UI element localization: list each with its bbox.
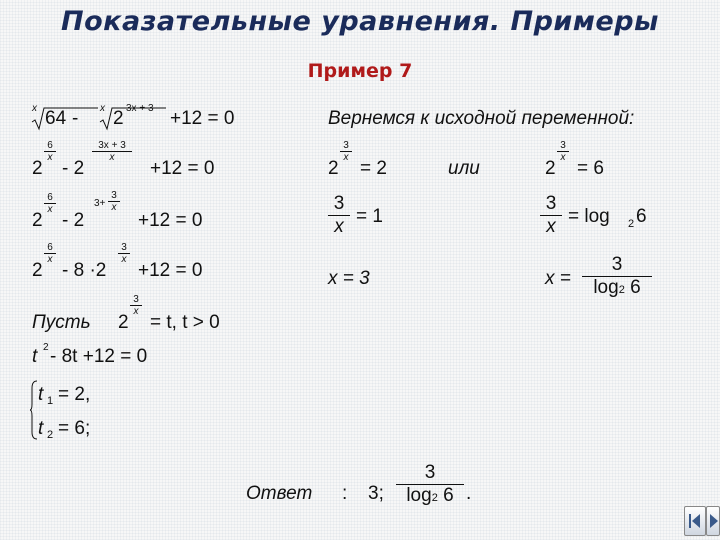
eq3-tail: +12 = 0 <box>138 210 203 231</box>
example-subtitle: Пример 7 <box>307 60 413 82</box>
let-tail: = t, t > 0 <box>150 312 220 333</box>
answer-colon: : <box>342 483 348 504</box>
r2r-fraction: 3 x <box>540 193 562 238</box>
eq1-base2: 2 <box>113 108 124 129</box>
r3r-fraction: 3 log2 6 <box>582 254 652 299</box>
eq3-exp1: 6 x <box>44 192 56 215</box>
answer-value-1: 3; <box>368 483 384 504</box>
prev-slide-button[interactable] <box>684 506 706 536</box>
eq1-tail: +12 = 0 <box>170 108 235 129</box>
root1-var: t <box>38 384 44 405</box>
quad-square: 2 <box>43 342 49 353</box>
page-title: Показательные уравнения. Примеры <box>61 6 659 37</box>
eq2-exp1: 6 x <box>44 140 56 163</box>
eq2-tail: +12 = 0 <box>150 158 215 179</box>
eq4-mid: - 8 ·2 <box>62 260 107 281</box>
quad-t: t <box>32 346 38 367</box>
root2-value: = 6; <box>58 418 91 439</box>
root-index-2: x <box>100 103 105 114</box>
skip-back-icon <box>685 507 705 535</box>
eq4-exp2: 3 x <box>118 242 130 265</box>
let-word: Пусть <box>32 312 91 333</box>
eq2-minus: - 2 <box>62 158 85 179</box>
answer-word: Ответ <box>246 483 313 504</box>
next-slide-button[interactable] <box>706 506 720 536</box>
eq1-minus: - <box>72 108 79 129</box>
eq2-exp2: 3x + 3 x <box>92 140 132 163</box>
r1l-exp: 3 x <box>340 140 352 163</box>
eq4-exp1: 6 x <box>44 242 56 265</box>
root1-value: = 2, <box>58 384 91 405</box>
root2-index: 2 <box>47 429 54 441</box>
or-word: или <box>448 158 480 179</box>
eq4-base: 2 <box>32 260 43 281</box>
quad-tail: - 8t +12 = 0 <box>50 346 148 367</box>
eq4-tail: +12 = 0 <box>138 260 203 281</box>
r2l-fraction: 3 x <box>328 193 350 238</box>
eq3-base: 2 <box>32 210 43 231</box>
system-brace-icon <box>30 380 38 440</box>
root2-var: t <box>38 418 44 439</box>
eq1-base: 64 <box>45 108 67 129</box>
eq3-exp2-pre: 3+ <box>94 198 106 209</box>
skip-forward-icon <box>707 507 720 535</box>
root1-index: 1 <box>47 395 54 407</box>
solution-x-equals-3: x = 3 <box>328 268 370 289</box>
eq3-exp2: 3 x <box>108 190 120 213</box>
let-base: 2 <box>118 312 129 333</box>
eq2-base: 2 <box>32 158 43 179</box>
let-exp: 3 x <box>130 294 142 317</box>
root-index: x <box>32 103 37 114</box>
answer-fraction: 3 log2 6 <box>396 462 464 507</box>
back-substitution-header: Вернемся к исходной переменной: <box>328 108 635 129</box>
eq1-exp2: 3x + 3 <box>126 103 154 114</box>
answer-end: . <box>466 483 472 504</box>
eq3-minus: - 2 <box>62 210 85 231</box>
r1r-exp: 3 x <box>557 140 569 163</box>
